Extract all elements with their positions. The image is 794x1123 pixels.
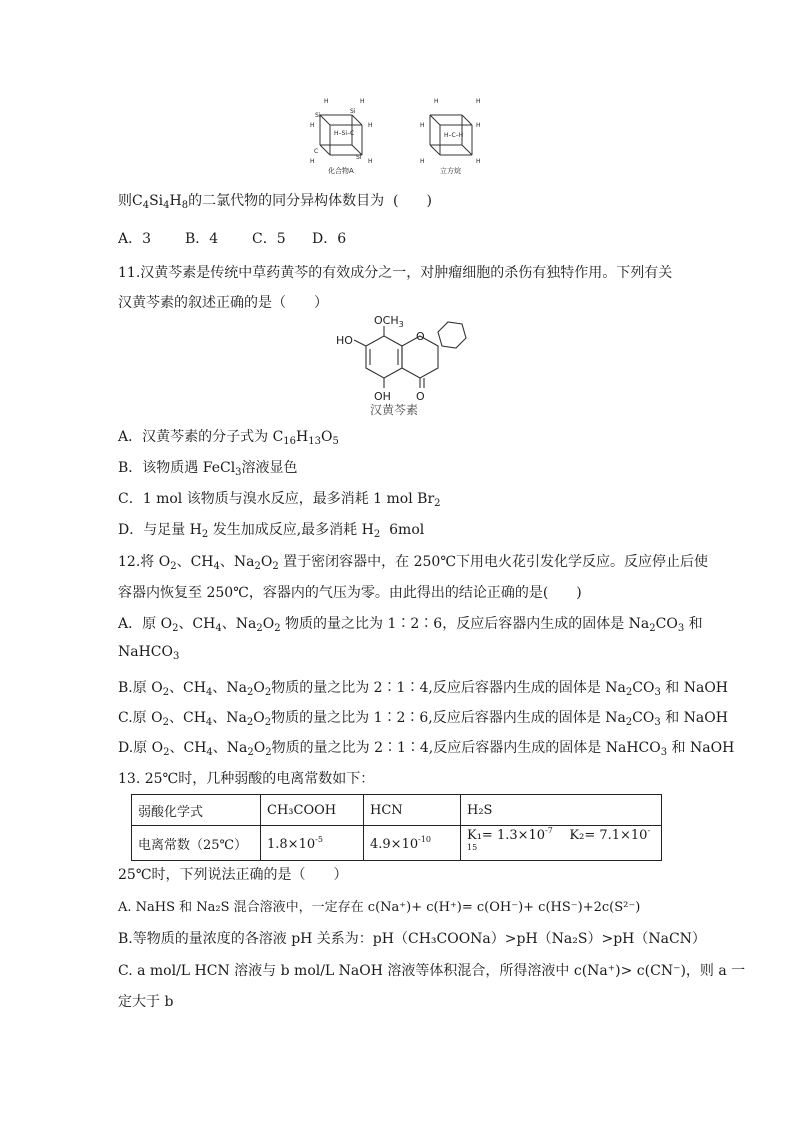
question-13-option-a: A. NaHS 和 Na₂S 混合溶液中，一定存在 c(Na⁺)+ c(H⁺)= c(OH⁻)+ c(HS⁻)+2c(S²⁻) — [118, 900, 641, 915]
question-10-options — [118, 228, 346, 248]
svg-text:O: O — [416, 390, 425, 403]
svg-text:H: H — [324, 98, 329, 105]
svg-text:Si: Si — [356, 154, 362, 161]
svg-text:OH: OH — [374, 390, 391, 403]
question-12-option-a: A．原 $O_2$、$CH_4$、$Na_2O_2$ 物质的量之比为 1∶2∶6，反应后容器内生成的固体是 $Na_2CO_3$ 和 — [118, 616, 703, 634]
question-13-intro: 25℃时，下列说法正确的是（ ） — [118, 867, 348, 883]
question-12-stem-line2: 容器内恢复至 250℃，容器内的气压为零。由此得出的结论正确的是( ) — [118, 585, 582, 601]
question-13-option-c-line2: 定大于 b — [118, 994, 174, 1010]
svg-text:HO: HO — [336, 334, 353, 347]
svg-text:H: H — [368, 122, 373, 129]
svg-text:H–C–H: H–C–H — [444, 132, 464, 139]
question-11-option-c: C．1 mol 该物质与溴水反应，最多消耗 1 mol $Br_2$ — [118, 491, 441, 509]
option-d: D．6 — [312, 231, 347, 247]
cubane-label: 立方烷 — [440, 167, 461, 175]
svg-text:C: C — [314, 148, 319, 155]
svg-text:H: H — [434, 98, 439, 105]
ionization-constants-table — [131, 794, 662, 861]
table-row — [132, 795, 662, 826]
table-cell: $K_1= 1.3\times 10^{-7}$ $K_2= 7.1\times 10^{-15}$ — [461, 826, 662, 861]
svg-text:Si: Si — [315, 112, 321, 119]
table-cell: 电离常数（25℃） — [132, 826, 261, 861]
table-cell: H₂S — [461, 795, 662, 826]
svg-text:H: H — [476, 98, 481, 105]
question-10-stem: 则$C_4Si_4H_8$的二氯代物的同分异构体数目为 ( ) — [118, 193, 432, 211]
svg-text:H: H — [360, 98, 365, 105]
option-c: C．5 — [252, 231, 286, 247]
question-12-option-a-cont: NaHCO$_3$ — [118, 644, 180, 662]
svg-text:O: O — [416, 330, 425, 343]
svg-text:H: H — [476, 122, 481, 129]
svg-text:Si: Si — [350, 108, 356, 115]
svg-text:H: H — [420, 122, 425, 129]
svg-text:H–Si–C: H–Si–C — [334, 130, 355, 137]
svg-text:H: H — [476, 158, 481, 165]
question-11-option-b: B．该物质遇 FeCl$_3$溶液显色 — [118, 460, 298, 478]
table-cell: $4.9\times 10^{-10}$ — [364, 826, 461, 861]
table-row — [132, 826, 662, 861]
question-13-stem: 13. 25℃时，几种弱酸的电离常数如下： — [118, 771, 375, 787]
question-12-option-d: D.原 $O_2$、$CH_4$、$Na_2O_2$物质的量之比为 2∶1∶4,反应后容器内生成的固体是 NaHCO$_3$ 和 NaOH — [118, 740, 735, 758]
question-12-option-c: C.原 $O_2$、$CH_4$、$Na_2O_2$物质的量之比为 1∶2∶6,反应后容器内生成的固体是 $Na_2CO_3$ 和 NaOH — [118, 710, 728, 728]
svg-text:H: H — [310, 158, 315, 165]
wogonin-structure — [330, 312, 470, 416]
question-12-stem-line1: 12.将 $O_2$、$CH_4$、$Na_2O_2$ 置于密闭容器中，在 250℃下用电火花引发化学反应。反应停止后使 — [118, 554, 709, 572]
wogonin-caption: 汉黄芩素 — [370, 403, 419, 416]
option-a: A．3 — [118, 231, 152, 247]
table-cell: 弱酸化学式 — [132, 795, 261, 826]
question-11-stem-line1: 11.汉黄芩素是传统中草药黄芩的有效成分之一，对肿瘤细胞的杀伤有独特作用。下列有关 — [118, 265, 673, 281]
svg-text:H: H — [310, 122, 315, 129]
table-cell: HCN — [364, 795, 461, 826]
question-11-option-a: A．汉黄芩素的分子式为 $C_{16}H_{13}O_5$ — [118, 429, 339, 447]
table-cell: CH₃COOH — [261, 795, 364, 826]
option-b: B．4 — [185, 231, 219, 247]
svg-text:OCH3: $OCH_3$ — [374, 314, 404, 329]
table-cell: $1.8\times 10^{-5}$ — [261, 826, 364, 861]
question-13-option-b: B.等物质的量浓度的各溶液 pH 关系为：pH（CH₃COONa）>pH（Na₂S）>pH（NaCN） — [118, 931, 706, 947]
question-12-option-b: B.原 $O_2$、$CH_4$、$Na_2O_2$物质的量之比为 2∶1∶4,反应后容器内生成的固体是 $Na_2CO_3$ 和 NaOH — [118, 680, 729, 698]
svg-text:H: H — [420, 158, 425, 165]
question-11-option-d: D．与足量 $H_2$ 发生加成反应,最多消耗 $H_2$ 6mol — [118, 522, 425, 540]
cage-structures-figure — [300, 95, 500, 175]
question-13-option-c-line1: C. a mol/L HCN 溶液与 b mol/L NaOH 溶液等体积混合，所得溶液中 c(Na⁺)> c(CN⁻)，则 a 一 — [118, 963, 746, 979]
compound-a-label: 化合物A — [328, 167, 354, 175]
question-11-stem-line2: 汉黄芩素的叙述正确的是（ ） — [118, 295, 328, 311]
svg-text:H: H — [368, 158, 373, 165]
